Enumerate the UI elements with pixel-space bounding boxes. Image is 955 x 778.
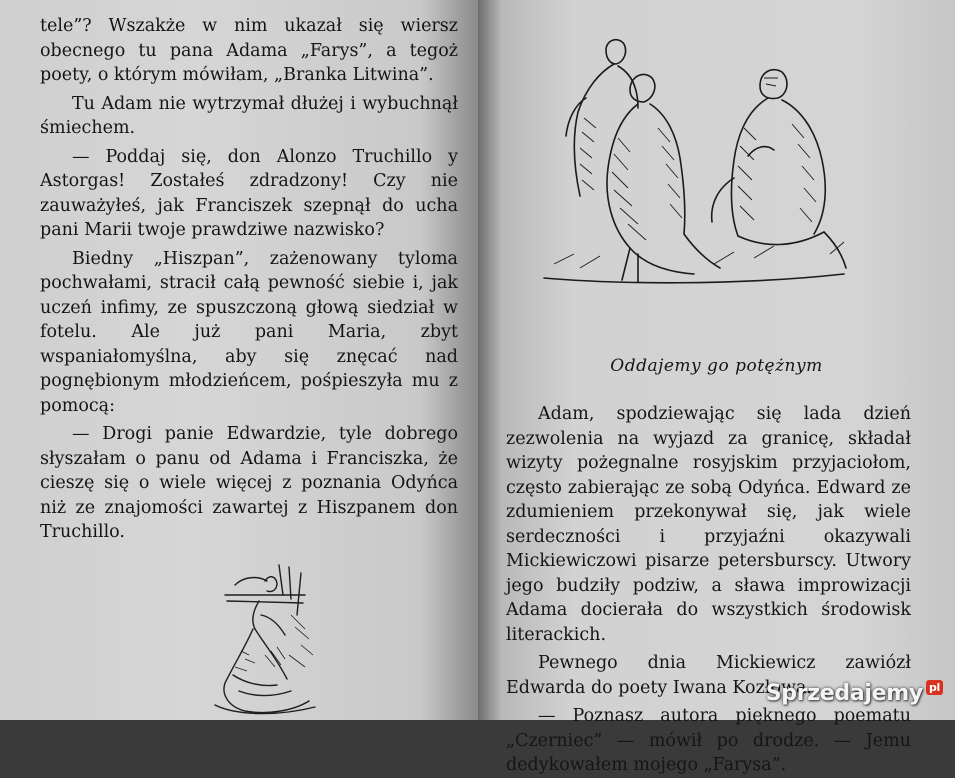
seated-woman-illustration bbox=[205, 555, 325, 720]
paragraph: — Poddaj się, don Alonzo Truchillo y Astorgas! Zostałeś zdradzony! Czy nie zauważyłeś, jak Franciszek szepnął do ucha pani Marii twoje prawdziwe nazwisko? bbox=[40, 146, 458, 240]
right-page-text bbox=[506, 402, 911, 778]
paragraph: Adam, spodziewając się lada dzień zezwolenia na wyjazd za granicę, składał wizyty pożegnalne rosyjskim przyjaciołom, często zabierając ze sobą Odyńca. Edward ze zdumieniem przekonywał się, jak wiele serdeczności i przyjaźni okazywali Mickiewiczowi pisarze petersburscy. Utwory jego budziły podziw, a sława improwizacji Adama docierała do wszystkich środowisk literackich. bbox=[506, 404, 911, 645]
right-page bbox=[478, 0, 955, 775]
paragraph: Pewnego dnia Mickiewicz zawiózł Edwarda do poety Iwana Kozłowa. bbox=[506, 653, 911, 698]
watermark-text: Sprzedajemy bbox=[765, 681, 923, 706]
paragraph: Tu Adam nie wytrzymał dłużej i wybuchnął śmiechem. bbox=[40, 93, 458, 138]
left-page-text bbox=[40, 14, 458, 545]
paragraph: Biedny „Hiszpan”, zażenowany tyloma pochwałami, stracił całą pewność siebie i, jak uczeń infimy, ze spuszczoną głową siedział w fotelu. Ale już pani Maria, zbyt wspaniałomyślna, aby się znęcać nad pognębionym młodzieńcem, pośpieszyła mu z pomocą: bbox=[40, 248, 458, 416]
paragraph: — Poznasz autora pięknego poematu „Czerniec” — mówił po drodze. — Jemu dedykowałem mojego „Farysa”. bbox=[506, 706, 911, 775]
paragraph: tele”? Wszakże w nim ukazał się wiersz obecnego tu pana Adama „Farys”, a tegoż poety, o którym mówiłam, „Branka Litwina”. bbox=[40, 16, 458, 85]
watermark-badge: pl bbox=[926, 680, 943, 695]
watermark bbox=[766, 681, 943, 706]
three-men-illustration bbox=[534, 28, 852, 290]
chapter-title: Oddajemy go potężnym bbox=[610, 356, 823, 376]
paragraph: — Drogi panie Edwardzie, tyle dobrego słyszałam o panu od Adama i Franciszka, że cieszę się o wiele więcej z poznania Odyńca niż ze znajomości zawartej z Hiszpanem don Truchillo. bbox=[40, 424, 458, 542]
left-page bbox=[0, 0, 478, 720]
